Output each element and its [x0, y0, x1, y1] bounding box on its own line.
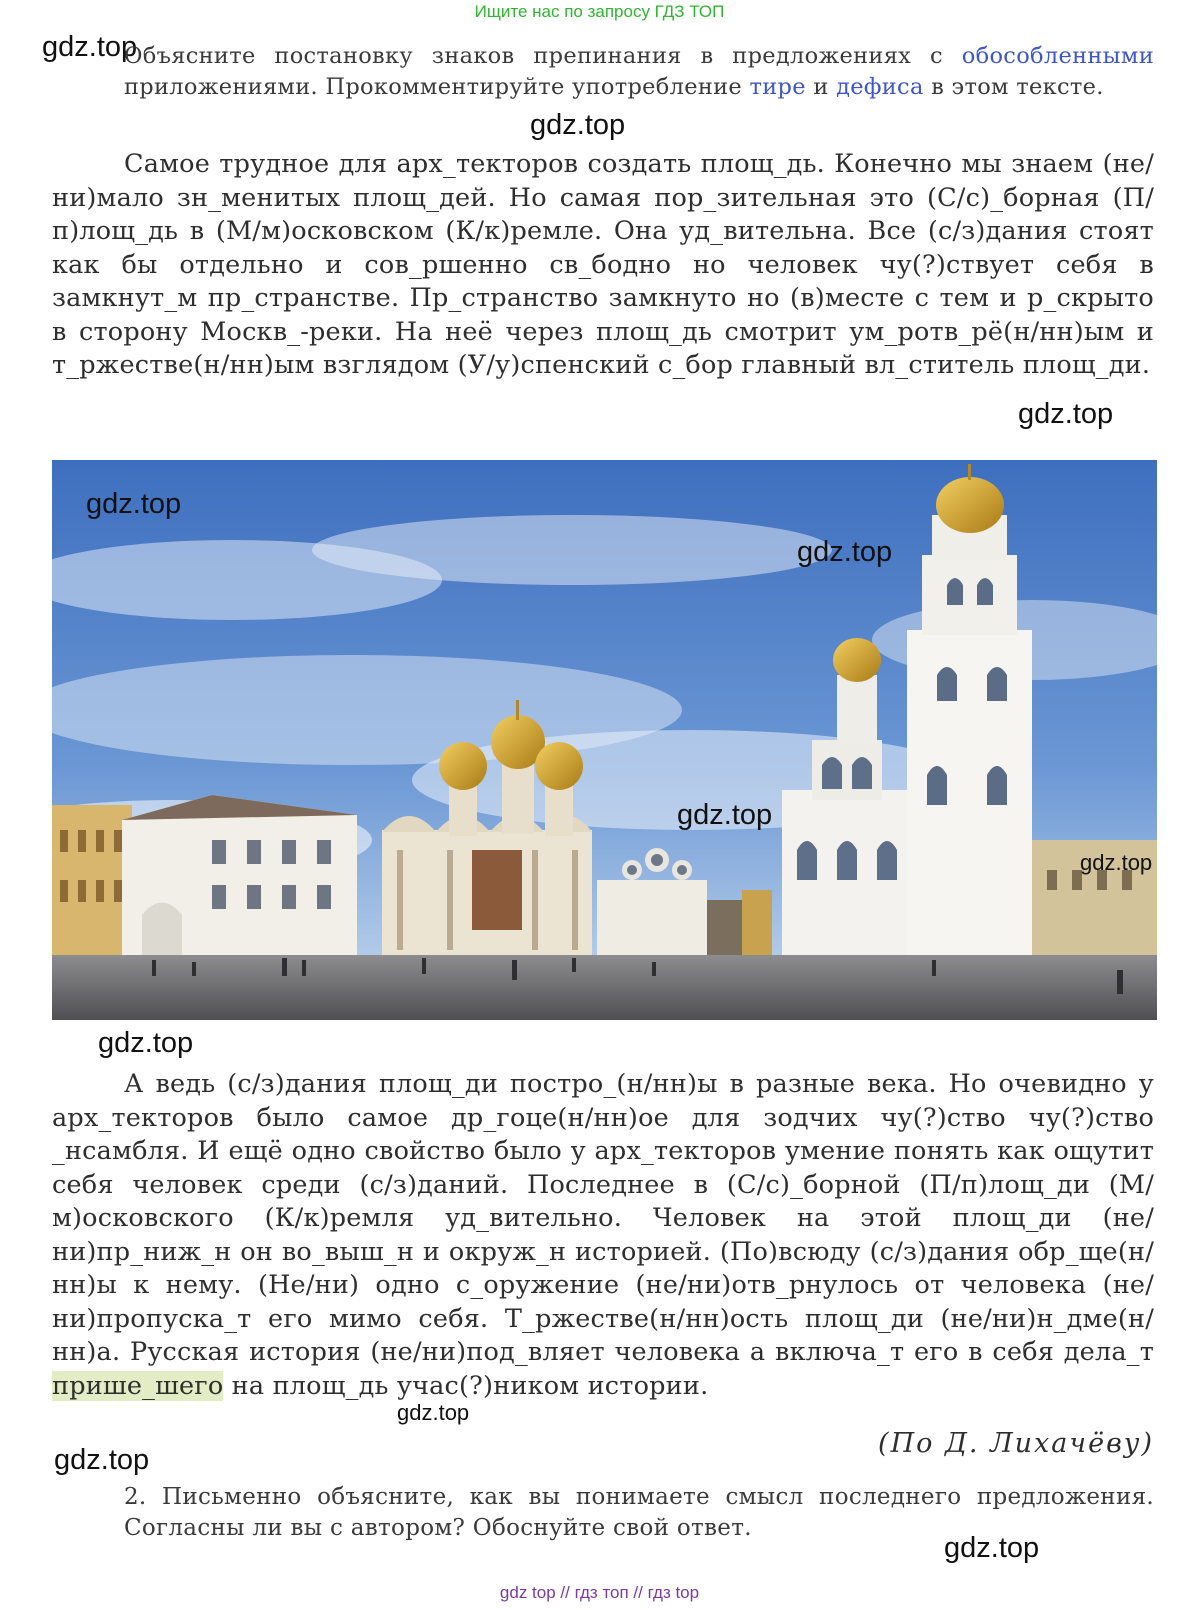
task-text: приложениями. Прокомментируйте употребление [124, 73, 750, 100]
watermark: gdz.top [944, 1532, 1040, 1564]
task-text: в этом тексте. [923, 73, 1104, 100]
search-banner[interactable]: Ищите нас по запросу ГДЗ ТОП [474, 2, 725, 21]
paragraph-1-text: Самое трудное для арх_текторов создать площ_дь. Конечно мы знаем (не/ни)мало зн_менитых площ_дей. Но самая пор_зительная это (С/с)_борная (П/п)лощ_дь в (М/м)осковском (К/к)ремле. Она уд_вительна. Все (с/з)дания стоят как бы отдельно и сов_ршенно св_бодно но человек чу(?)ствует себя в замкнут_м пр_странстве. Пр_странство замкнуто но (в)месте с тем и р_скрыто в сторону Москв_-реки. На неё через площ_дь смотрит ум_ротв_рё(н/нн)ым и т_ржестве(н/нн)ым взглядом (У/у)спенский с_бор главный вл_ститель площ_ди. [52, 149, 1154, 380]
exercise-paragraph-1 [52, 148, 1154, 383]
task-text: Объясните постановку знаков препинания в предложениях с [124, 43, 962, 69]
exercise-paragraph-2 [52, 1068, 1154, 1403]
watermark: gdz.top [677, 799, 773, 831]
watermark: gdz.top [1080, 850, 1153, 875]
link-obosoblennymi[interactable]: обособленными [961, 43, 1154, 69]
task-instruction [124, 41, 1154, 102]
question-2: 2. Письменно объясните, как вы понимаете смысл последнего предложения. Согласны ли вы с автором? Обоснуйте свой ответ. [124, 1484, 1154, 1541]
footer-links[interactable]: gdz top // гдз топ // гдз top [499, 1583, 700, 1602]
watermark: gdz.top [1018, 398, 1114, 430]
author-attribution: (По Д. Лихачёву) [878, 1428, 1154, 1459]
watermark: gdz.top [530, 109, 626, 141]
highlighted-word: прише_шего [52, 1370, 224, 1401]
cathedral-square-photo [52, 460, 1157, 1020]
watermark: gdz.top [397, 1400, 470, 1425]
task-text: и [805, 73, 837, 100]
watermark: gdz.top [86, 488, 182, 520]
link-tire[interactable]: тире [749, 73, 806, 100]
link-defis[interactable]: дефиса [836, 73, 924, 100]
watermark: gdz.top [98, 1027, 194, 1059]
watermark: gdz.top [42, 31, 138, 63]
watermark: gdz.top [54, 1444, 150, 1476]
paragraph-2-text: А ведь (с/з)дания площ_ди постро_(н/нн)ы в разные века. Но очевидно у арх_текторов было самое др_гоце(н/нн)ое для зодчих чу(?)ство чу(?)ство _нсамбля. И ещё одно свойство было у арх_текторов умение понять как ощутит себя человек среди (с/з)даний. Последнее в (С/с)_борной (П/п)лощ_ди (М/м)осковского (К/к)ремля уд_вительно. Человек на этой площ_ди (не/ни)пр_ниж_н он во_выш_н и окруж_н историей. (По)всюду (с/з)дания обр_ще(н/нн)ы к нему. (Не/ни) одно с_оружение (не/ни)отв_рнулось от человека (не/ни)пропуска_т его мимо себя. Т_ржестве(н/нн)ость площ_ди (не/ни)н_дме(н/нн)а. Русская история (не/ни)под_вляет человека а включа_т его в себя дела_т [52, 1069, 1154, 1367]
paragraph-2-text: на площ_дь учас(?)ником истории. [223, 1370, 709, 1401]
watermark: gdz.top [797, 536, 893, 568]
